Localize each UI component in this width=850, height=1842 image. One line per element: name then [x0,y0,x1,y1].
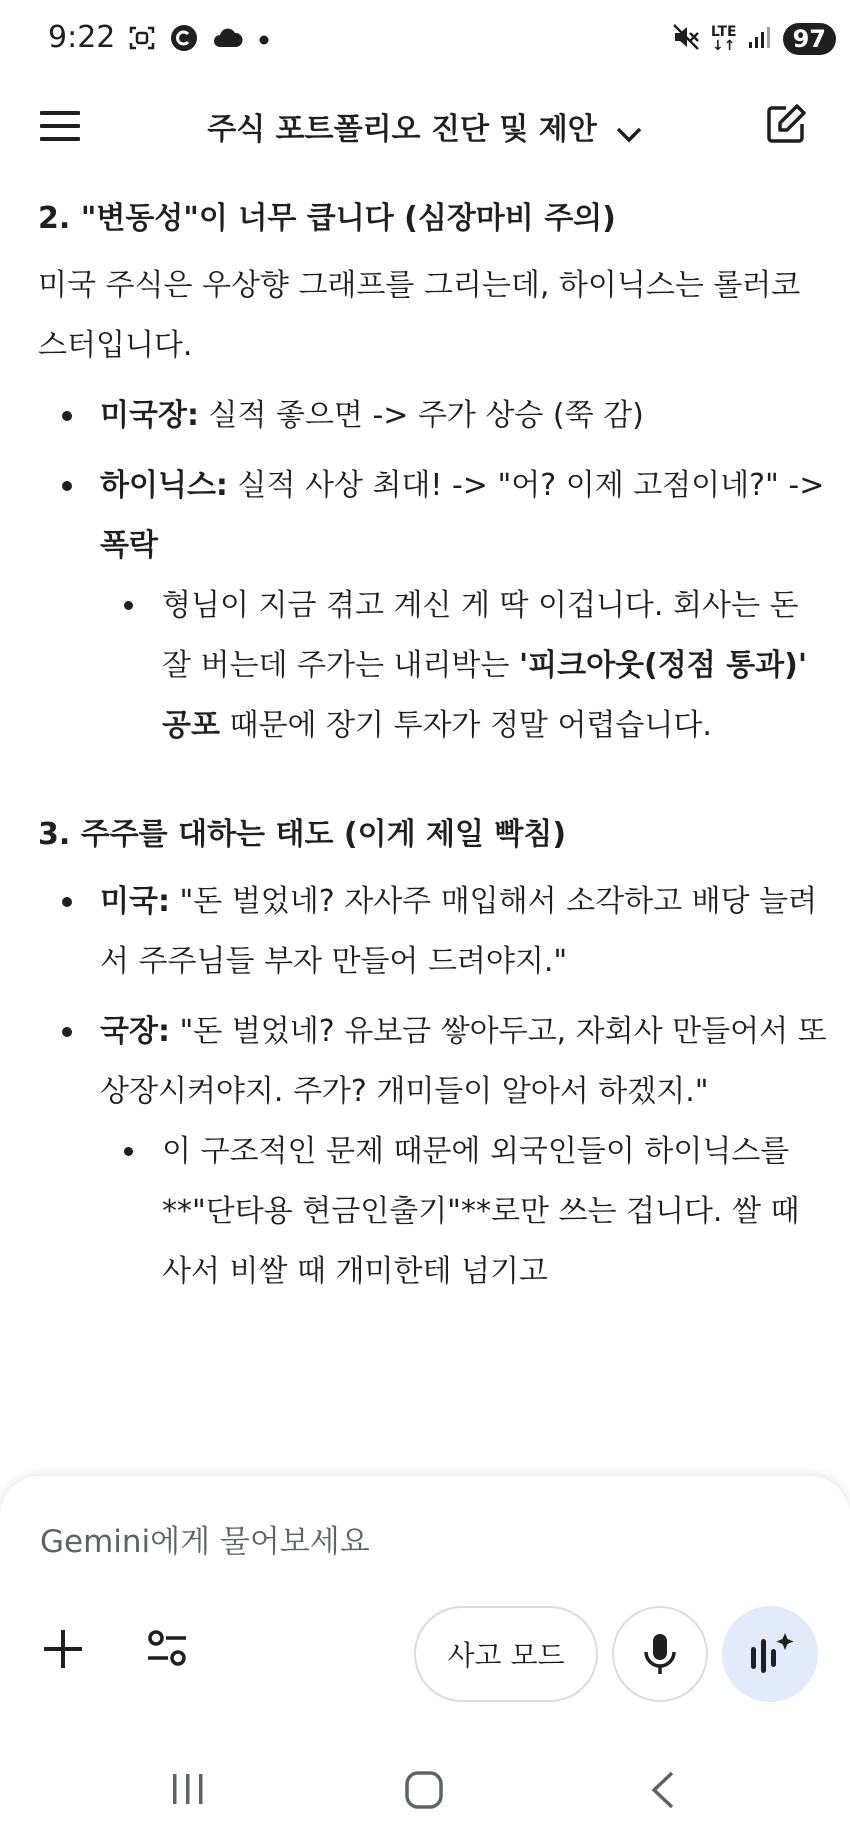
c-app-icon [170,24,198,56]
section-2-intro: 미국 주식은 우상향 그래프를 그리는데, 하이닉스는 롤러코스터입니다. [38,268,801,363]
system-nav-bar [0,1740,850,1840]
mute-icon [671,22,701,56]
section-3-bullets [38,872,828,1302]
list-item: 미국장: 실적 좋으면 -> 주가 상승 (쭉 감) [38,386,828,446]
add-attachment-button[interactable] [40,1626,86,1672]
live-waveform-icon [745,1629,795,1679]
conversation-title-button[interactable] [0,104,850,148]
notification-dot-icon [258,31,270,50]
app-bar [0,90,850,160]
microphone-button[interactable] [612,1606,708,1702]
back-chevron-icon [648,1770,676,1810]
section-2-title: 2. "변동성"이 너무 큽니다 (심장마비 주의) [38,201,616,236]
back-button[interactable] [648,1770,676,1814]
gemini-live-button[interactable] [722,1606,818,1702]
section-2-bullets [38,386,828,756]
conversation-title: 주식 포트폴리오 진단 및 제안 [207,112,597,147]
status-time: 9:22 [48,20,116,55]
status-bar [0,0,850,80]
tools-button[interactable] [144,1626,192,1672]
microphone-icon [642,1632,678,1676]
sub-list-item: 형님이 지금 겪고 계신 게 딱 이겁니다. 회사는 돈 잘 버는데 주가는 내리박는 '피크아웃(정점 통과)' 공포 때문에 장기 투자가 정말 어렵습니다. [100,576,828,756]
screenshot-icon [128,24,156,56]
section-3-title: 3. 주주를 대하는 태도 (이게 제일 빡침) [38,817,567,852]
think-mode-button[interactable]: 사고 모드 [414,1606,598,1702]
new-chat-button[interactable] [764,102,812,150]
list-item: 국장: "돈 벌었네? 유보금 쌓아두고, 자회사 만들어서 또 상장시켜야지. 주가? 개미들이 알아서 하겠지." 이 구조적인 문제 때문에 외국인들이 하이닉스를 **"단타용 현금인출기"**로만 쓰는 겁니다. 쌀 때 사서 비쌀 때 개미한테 넘기고 [38,1002,828,1302]
edit-icon [764,102,808,146]
lte-indicator: LTE ↓↑ [710,24,737,54]
plus-icon [40,1626,86,1672]
sub-list-item: 이 구조적인 문제 때문에 외국인들이 하이닉스를 **"단타용 현금인출기"**로만 쓰는 겁니다. 쌀 때 사서 비쌀 때 개미한테 넘기고 [100,1122,828,1302]
prompt-input[interactable] [40,1524,800,1560]
home-icon [404,1770,444,1810]
chevron-down-icon [615,126,643,144]
recent-apps-button[interactable] [170,1772,206,1810]
response-content [38,196,828,1312]
battery-level: 97 [783,23,836,55]
tools-icon [144,1626,192,1672]
list-item: 미국: "돈 벌었네? 자사주 매입해서 소각하고 배당 늘려서 주주님들 부자 만들어 드려야지." [38,872,828,992]
cloud-icon [212,27,244,53]
signal-icon [747,24,773,54]
list-item: 하이닉스: 실적 사상 최대! -> "어? 이제 고점이네?" -> 폭락 형님이 지금 겪고 계신 게 딱 이겁니다. 회사는 돈 잘 버는데 주가는 내리박는 '피크아웃(정점 통과)' 공포 때문에 장기 투자가 정말 어렵습니다. [38,456,828,756]
home-button[interactable] [404,1770,444,1814]
recent-apps-icon [170,1772,206,1806]
